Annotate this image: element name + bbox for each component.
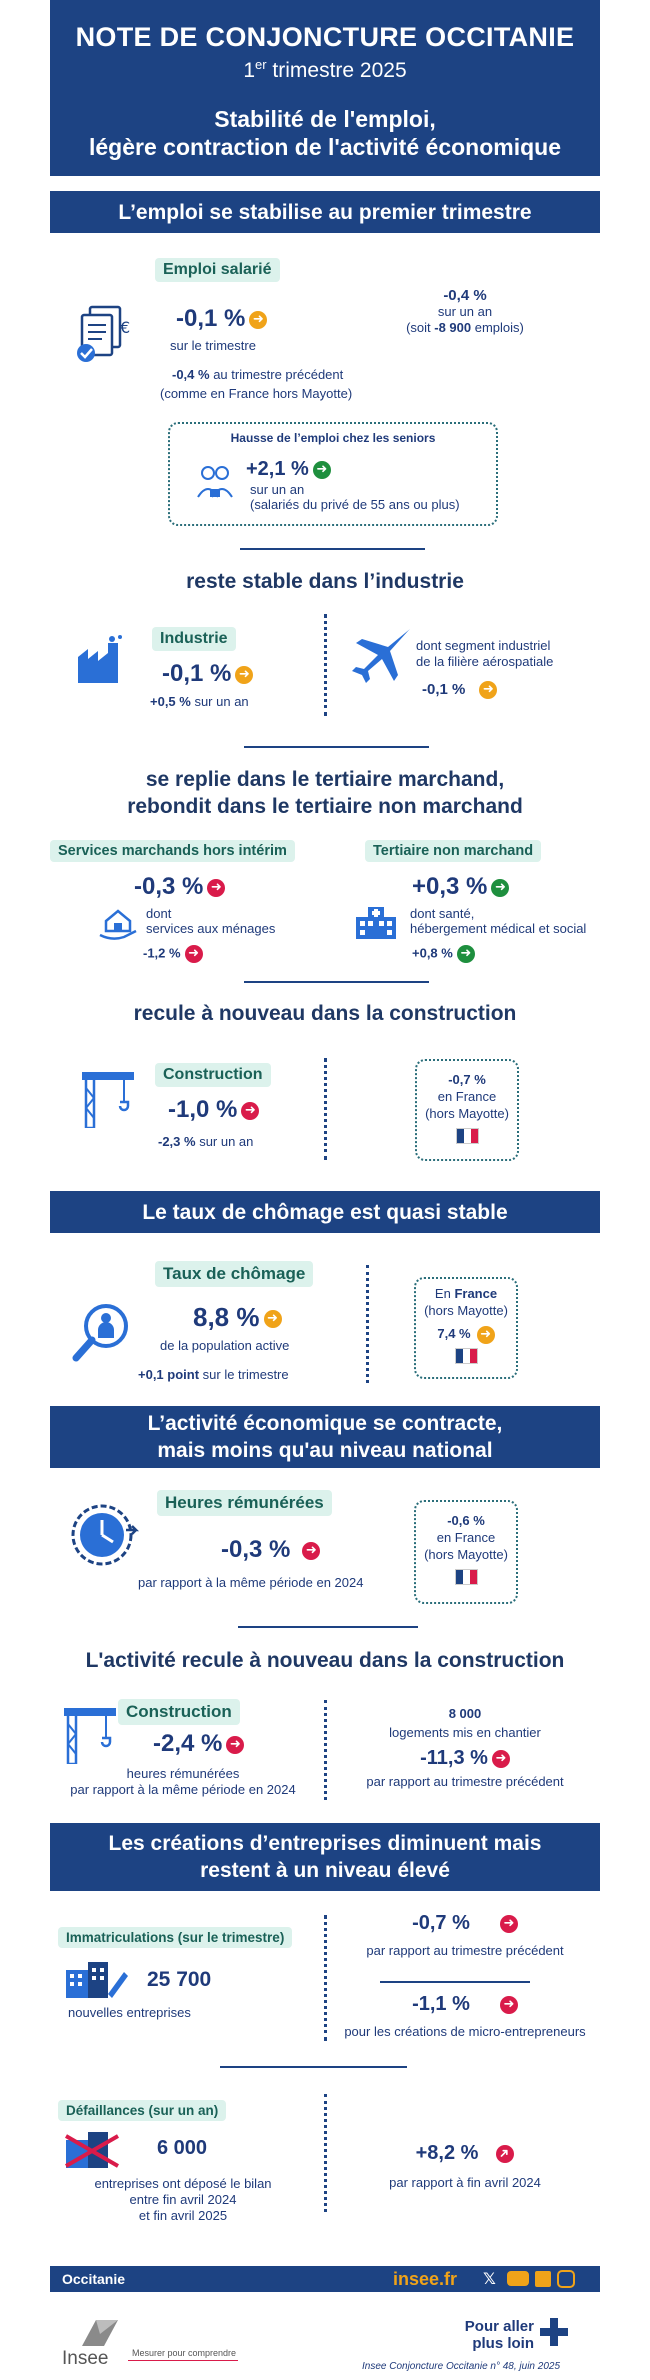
emploi-prev: -0,4 % au trimestre précédent [172, 367, 344, 382]
french-flag-icon [455, 1569, 478, 1585]
insee-logo [78, 2318, 122, 2348]
aero-value: -0,1 % ➜ [422, 681, 497, 699]
chomage-caption: de la population active [160, 1338, 290, 1353]
france-label-2: (hors Mayotte) [424, 1303, 508, 1318]
french-flag-icon [456, 1128, 479, 1144]
def-change: +8,2 % ➜ [340, 2142, 590, 2165]
construction-activite-caption [58, 1766, 308, 1798]
entreprises-band-line-2: restent à un niveau élevé [200, 1859, 450, 1882]
vertical-divider [324, 1700, 327, 1800]
section-band-entreprises [50, 1823, 600, 1891]
pill-heures-remunerees: Heures rémunérées [157, 1490, 332, 1516]
vertical-divider [324, 614, 327, 716]
def-change-caption: par rapport à fin avril 2024 [389, 2175, 541, 2190]
def-caption-2: entre fin avril 2024 [129, 2192, 237, 2207]
vertical-divider [324, 2094, 327, 2212]
insee-tagline: Mesurer pour comprendre [132, 2348, 237, 2358]
logements-caption: par rapport au trimestre précédent [366, 1774, 564, 1789]
footer-region: Occitanie [62, 2271, 126, 2287]
industrie-year: +0,5 % sur un an [150, 694, 249, 709]
tagline-underline [128, 2360, 238, 2361]
page-subtitle [50, 105, 600, 161]
immat-value: 25 700 [147, 1968, 212, 1991]
immat-change-caption: par rapport au trimestre précédent [366, 1943, 564, 1958]
micro-caption: pour les créations de micro-entrepreneurs [344, 2024, 586, 2039]
divider [244, 746, 429, 748]
airplane-icon [348, 625, 414, 685]
marchand-dont: dont [146, 906, 172, 921]
footer-bar [50, 2266, 600, 2292]
divider [380, 1981, 530, 1983]
pill-chomage: Taux de chômage [155, 1261, 313, 1287]
nonmarchand-sub: hébergement médical et social [410, 921, 587, 936]
period [50, 57, 600, 83]
divider [238, 1626, 418, 1628]
seniors-value: +2,1 % ➜ [246, 458, 331, 481]
period-rest: trimestre 2025 [266, 59, 407, 82]
france-label: en France [436, 1530, 496, 1545]
emploi-prev-note: (comme en France hors Mayotte) [160, 386, 353, 401]
construction-value: -1,0 % ➜ [168, 1096, 259, 1124]
down-arrow-icon: ➜ [185, 945, 203, 963]
micro-block [325, 1993, 605, 2040]
page-title: NOTE DE CONJONCTURE OCCITANIE [75, 22, 575, 52]
emploi-year-value: -0,4 % [443, 287, 487, 304]
heures-value: -0,3 % ➜ [221, 1536, 320, 1564]
up-arrow-icon: ➜ [491, 879, 509, 897]
france-value: -0,6 % [447, 1513, 485, 1528]
entreprises-band-line-1: Les créations d’entreprises diminuent mais [108, 1832, 542, 1855]
logements-block [340, 1706, 590, 1790]
caption-line-2: par rapport à la même période en 2024 [70, 1782, 296, 1797]
pill-immatriculations: Immatriculations (sur le trimestre) [58, 1927, 292, 1948]
tertiaire-heading-2: rebondit dans le tertiaire non marchand [127, 795, 523, 818]
def-caption-1: entreprises ont déposé le bilan [94, 2176, 272, 2191]
france-label-2: (hors Mayotte) [425, 1106, 509, 1121]
seniors-icon [196, 463, 234, 501]
heures-caption: par rapport à la même période en 2024 [138, 1575, 364, 1590]
def-caption-3: et fin avril 2025 [138, 2208, 228, 2223]
insee-logo-text: Insee [62, 2348, 109, 2369]
construction-year: -2,3 % sur un an [158, 1134, 254, 1149]
france-label: en France [437, 1089, 497, 1104]
down-arrow-icon: ➜ [207, 879, 225, 897]
seniors-caption: sur un an [250, 482, 305, 497]
subtitle-line-2: légère contraction de l'activité économique [89, 134, 561, 160]
logements-text: logements mis en chantier [389, 1725, 541, 1740]
up-arrow-icon: ➜ [313, 461, 331, 479]
divider [220, 2066, 407, 2068]
stable-arrow-icon: ➜ [249, 311, 267, 329]
emploi-year-note: (soit -8 900 emplois) [406, 320, 524, 335]
magnifier-person-icon [70, 1300, 134, 1364]
buildings-pen-icon [64, 1958, 128, 1998]
france-value: 7,4 % ➜ [416, 1325, 516, 1344]
construction-heading: recule à nouveau dans la construction [133, 1002, 517, 1025]
youtube-icon[interactable] [507, 2271, 529, 2286]
publication-reference: Insee Conjoncture Occitanie n° 48, juin 2025 [362, 2361, 561, 2372]
down-arrow-icon: ➜ [241, 1102, 259, 1120]
aero-line-1: dont segment industriel [416, 638, 551, 653]
emploi-year [390, 288, 540, 336]
down-arrow-icon: ➜ [492, 1750, 510, 1768]
factory-icon [72, 635, 128, 685]
tertiaire-heading [50, 766, 600, 820]
emploi-value: -0,1 % ➜ [176, 305, 267, 333]
caption-line-1: heures rémunérées [126, 1766, 240, 1781]
stable-arrow-icon: ➜ [479, 681, 497, 699]
house-hand-icon [98, 905, 138, 941]
linkedin-icon[interactable] [535, 2271, 551, 2287]
def-caption [58, 2176, 308, 2224]
pill-tertiaire-non-marchand: Tertiaire non marchand [365, 840, 541, 862]
down-arrow-icon: ➜ [302, 1542, 320, 1560]
section-band-emploi: L’emploi se stabilise au premier trimestre [50, 191, 600, 233]
period-superscript: er [255, 57, 267, 72]
divider [244, 981, 429, 983]
construction-activite-heading: L'activité recule à nouveau dans la construction [85, 1649, 565, 1672]
pill-construction: Construction [155, 1063, 271, 1087]
logements-value: 8 000 [448, 1706, 482, 1721]
chomage-value: 8,8 % ➜ [193, 1302, 282, 1333]
nonmarchand-sub-value: +0,8 % ➜ [412, 945, 475, 963]
stable-arrow-icon: ➜ [235, 666, 253, 684]
crane-icon [62, 1704, 120, 1764]
instagram-icon[interactable] [557, 2270, 575, 2288]
documents-icon [76, 303, 146, 365]
chomage-change: +0,1 point sur le trimestre [138, 1367, 289, 1382]
nonmarchand-dont: dont santé, [410, 906, 475, 921]
vertical-divider [324, 1058, 327, 1160]
france-label-2: (hors Mayotte) [424, 1547, 508, 1562]
france-box [414, 1277, 518, 1379]
plus-icon[interactable] [540, 2318, 568, 2346]
emploi-year-caption: sur un an [437, 304, 493, 319]
failed-buildings-icon [64, 2130, 120, 2168]
def-change-block [340, 2142, 590, 2191]
activite-band-line-2: mais moins qu'au niveau national [157, 1439, 493, 1462]
section-band-chomage: Le taux de chômage est quasi stable [50, 1191, 600, 1233]
logements-change: -11,3 % ➜ [340, 1747, 590, 1770]
more-link[interactable] [440, 2318, 534, 2352]
activite-band-line-1: L’activité économique se contracte, [147, 1412, 503, 1435]
pill-industrie: Industrie [152, 627, 236, 651]
immat-caption: nouvelles entreprises [68, 2005, 191, 2020]
svg-text:€: € [120, 318, 131, 337]
industrie-value: -0,1 % ➜ [162, 660, 253, 688]
pill-construction-activite: Construction [118, 1699, 240, 1725]
divider [240, 548, 425, 550]
def-value: 6 000 [157, 2137, 208, 2159]
crane-icon [80, 1068, 138, 1128]
more-link-line-2: plus loin [472, 2335, 534, 2352]
clock-icon [70, 1502, 140, 1568]
x-social-icon[interactable]: 𝕏 [483, 2269, 496, 2288]
vertical-divider [366, 1265, 369, 1383]
pill-emploi-salarie: Emploi salarié [155, 258, 280, 282]
seniors-note: (salariés du privé de 55 ans ou plus) [250, 497, 460, 512]
france-box [414, 1500, 518, 1604]
footer-site-link[interactable]: insee.fr [393, 2269, 458, 2289]
marchand-sub: services aux ménages [146, 921, 276, 936]
emploi-caption: sur le trimestre [170, 338, 256, 353]
more-link-line-1: Pour aller [464, 2318, 534, 2335]
section-band-activite [50, 1406, 600, 1468]
up-arrow-icon: ➜ [457, 945, 475, 963]
tertiaire-heading-1: se replie dans le tertiaire marchand, [145, 768, 505, 791]
marchand-value: -0,3 % ➜ [134, 873, 225, 901]
pill-services-marchands: Services marchands hors intérim [50, 840, 295, 862]
period-number: 1 [243, 59, 256, 82]
france-box [415, 1059, 519, 1161]
hospital-icon [354, 905, 398, 939]
construction-activite-value: -2,4 % ➜ [153, 1730, 244, 1758]
french-flag-icon [455, 1348, 478, 1364]
france-label: En France [434, 1286, 498, 1301]
aero-line-2: de la filière aérospatiale [416, 654, 554, 669]
seniors-title: Hausse de l’emploi chez les seniors [230, 431, 436, 445]
nonmarchand-value: +0,3 % ➜ [412, 873, 509, 901]
immat-change: -0,7 % ➜ [340, 1912, 590, 1935]
micro-change: -1,1 % ➜ [325, 1993, 605, 2016]
subtitle-line-1: Stabilité de l'emploi, [214, 106, 436, 132]
stable-arrow-icon: ➜ [264, 1310, 282, 1328]
up-right-arrow-icon: ➜ [493, 2141, 518, 2166]
header-banner [50, 0, 600, 176]
stable-arrow-icon: ➜ [477, 1326, 495, 1344]
marchand-sub-value: -1,2 % ➜ [143, 945, 203, 963]
france-value: -0,7 % [448, 1072, 486, 1087]
immat-change-block [340, 1912, 590, 1959]
down-arrow-icon: ➜ [226, 1736, 244, 1754]
industrie-heading: reste stable dans l’industrie [186, 570, 464, 593]
down-arrow-icon: ➜ [500, 1996, 518, 2014]
down-arrow-icon: ➜ [500, 1915, 518, 1933]
pill-defaillances: Défaillances (sur un an) [58, 2100, 226, 2121]
